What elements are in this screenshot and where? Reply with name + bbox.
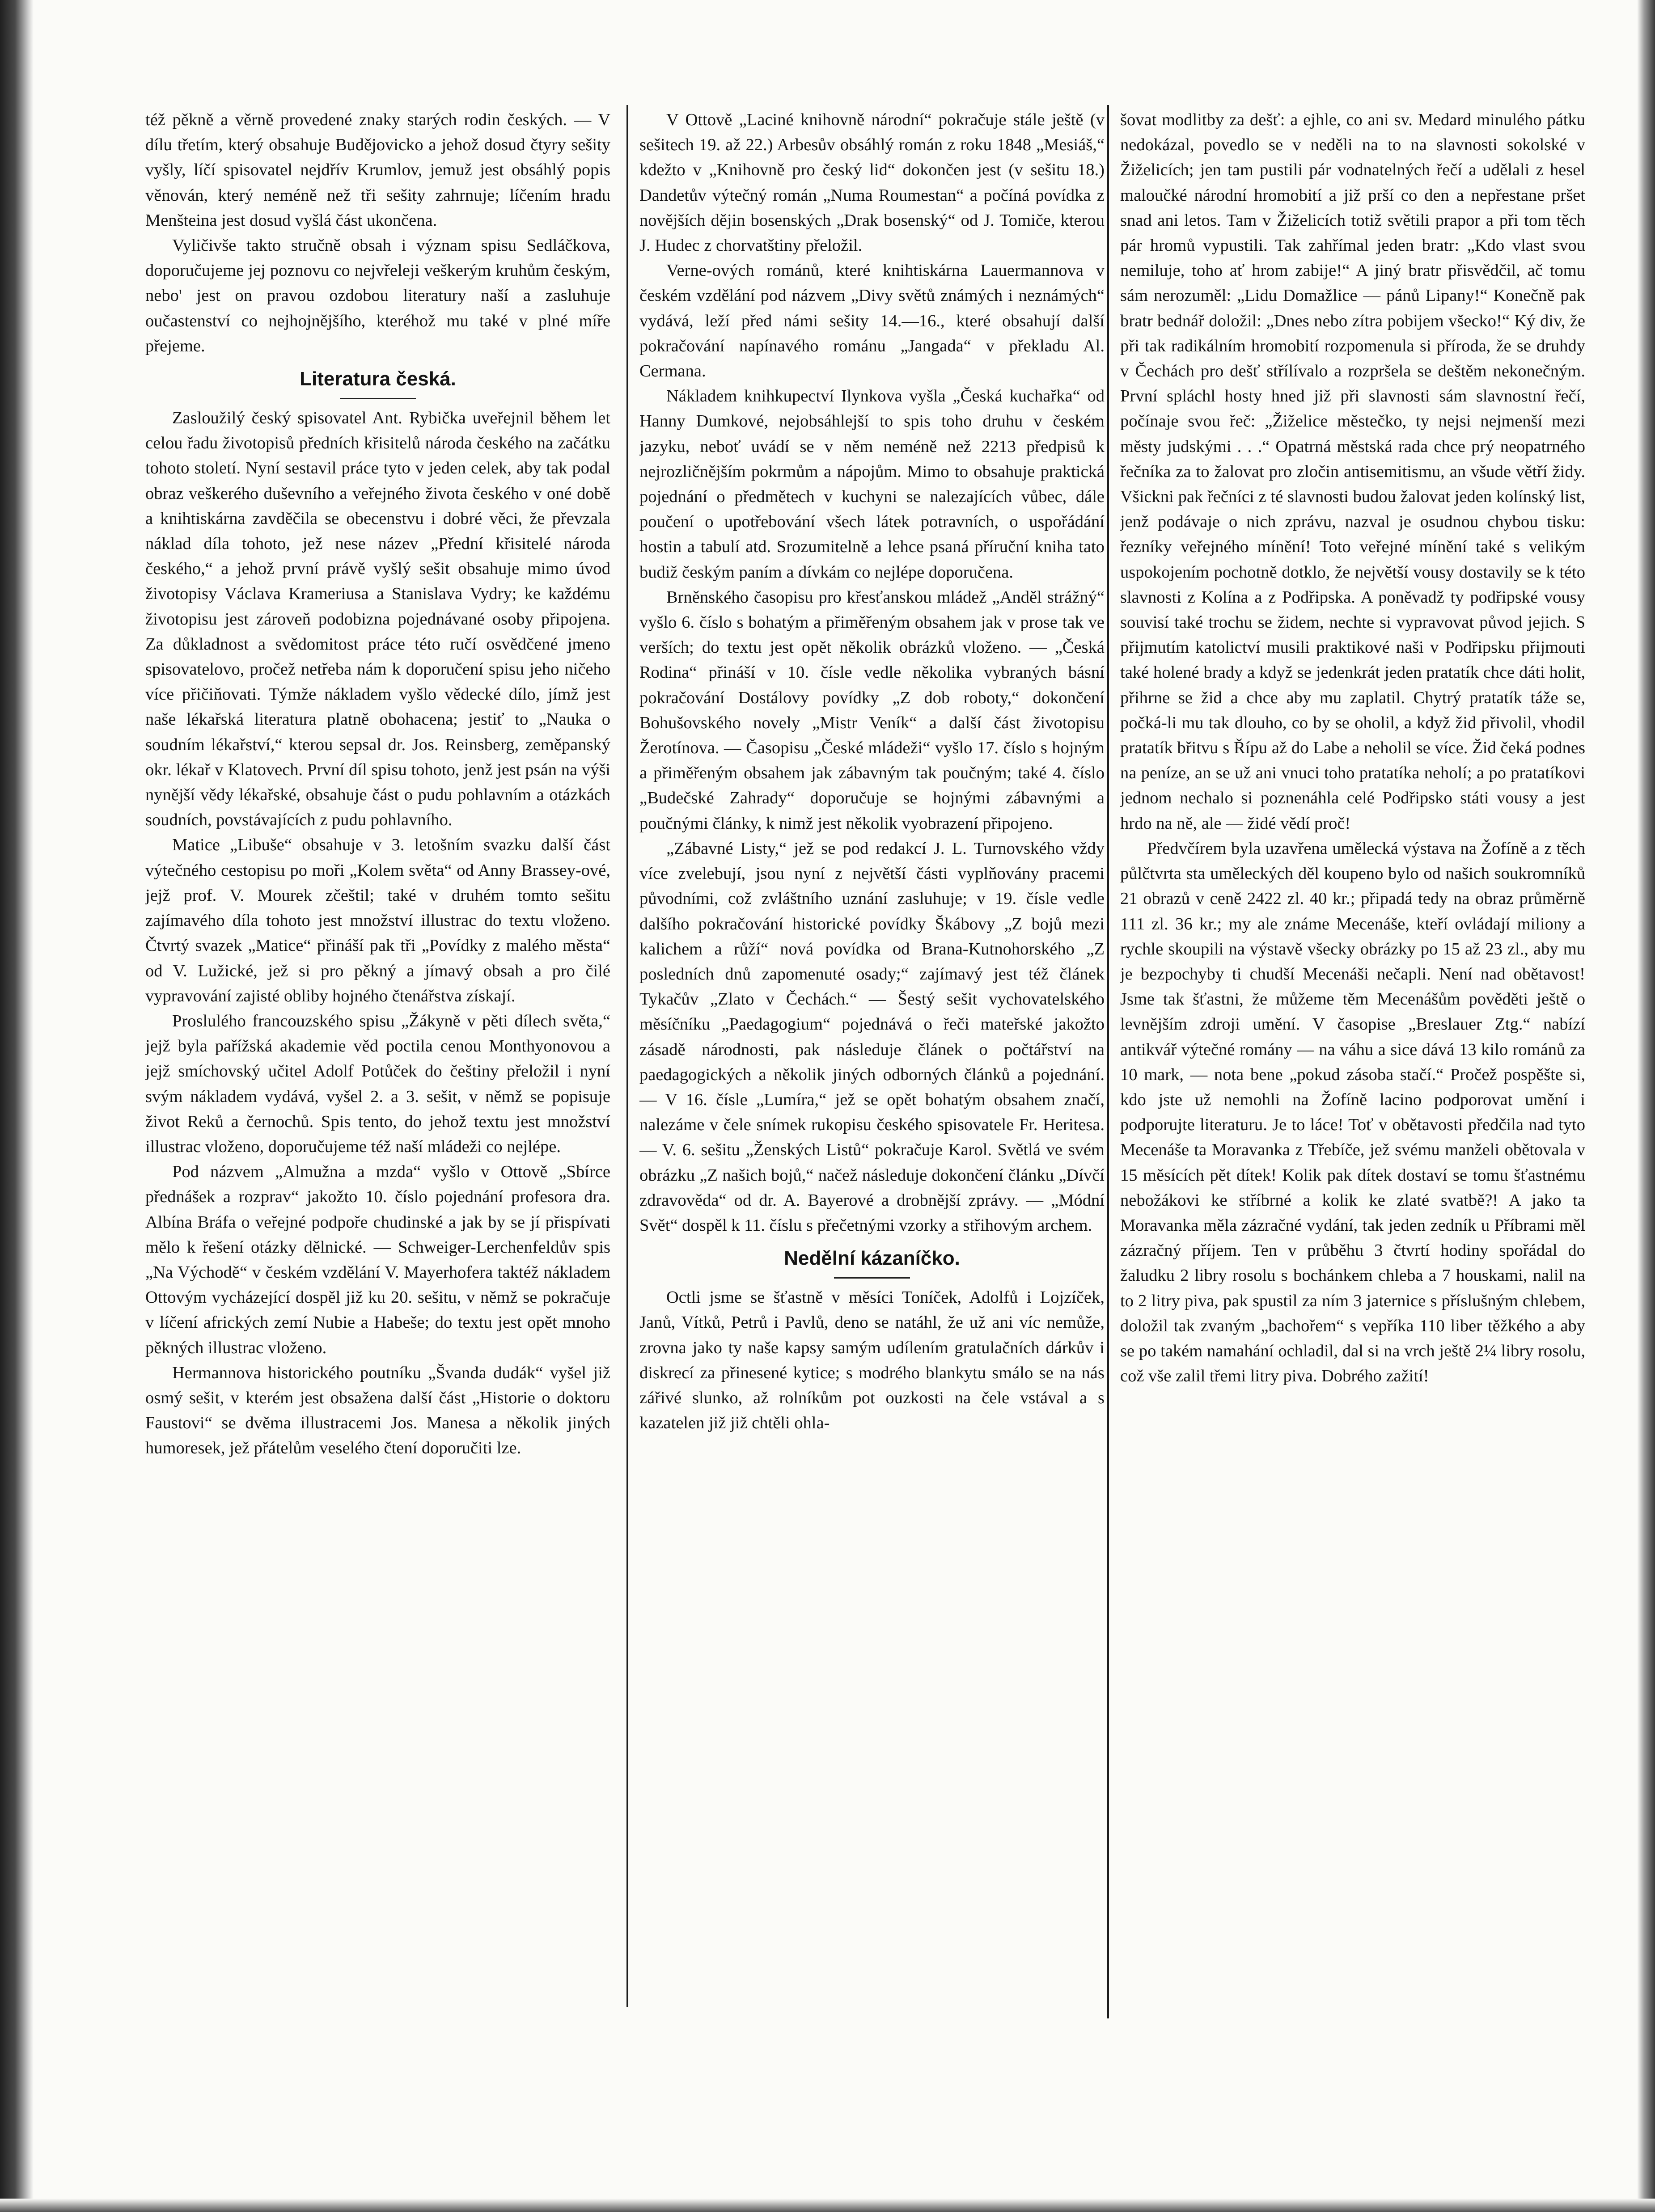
paragraph: Předvčírem byla uzavřena umělecká výstava na Žofíně a z těch půlčtvrta sta uměleckých děl koupeno bylo od našich soukromníků 21 obrazů v ceně 2422 zl. 40 kr.; připadá tedy na obraz průměrně 111 zl. 36 kr.; my ale známe Mecenáše, kteří ovládají miliony a rychle skoupili na výstavě všecky obrázky po 15 až 23 zl., aby mu je bezpochyby ti chudší Mecenáši nečapli. Není nad obětavost! Jsme tak šťastni, že můžeme těm Mecenášům pověděti ještě o levnějším zdroji umění. V časopise „Breslauer Ztg.“ nabízí antikvář výtečné romány — na váhu a sice dává 13 kilo románů za 10 mark, — nota bene „pokud zásoba stačí.“ Pročež pospěšte si, kdo jste už nemohli na Žofíně lacino podporovat umění i podporujte literaturu. Je to láce! Toť v obětavosti předčila nad tyto Mecenáše ta Moravanka z Třebíče, jež svému manželi obětovala v 15 měsících pět dítek! Kolik pak dítek dostaví se tomu šťastnému nebožákovi ke stříbrné a kolik ke zlaté svatbě?! A jako ta Moravanka měla zázračné vydání, tak jeden zedník u Příbrami měl zázračný příjem. Ten v průběhu 3 čtvrtí hodiny spořádal do žaludku 2 libry rosolu s bochánkem chleba a 7 houskami, nalil na to 2 litry piva, pak spustil za ním 3 jaternice s příslušným chlebem, doložil tak zvaným „bachořem“ s vepříka 110 liber těžkého a aby se po takém namahání ochladil, dal si na vrch ještě 2¼ libry rosolu, což vše zalil třemi litry piva. Dobrého zažití! (1120, 839, 1585, 1386)
paragraph: Octli jsme se šťastně v měsíci Toníček, Adolfů i Lojzíček, Janů, Vítků, Petrů i Pavlů, deno se natáhl, že už ani víc nemůže, zrovna jako ty naše kapsy samým udílením gratulačních dárkův i diskrecí za přinesené kytice; s modrého blankytu smálo se na nás zářivé slunko, až rolníkům pot ouzkosti na čele vstával a s kazatelen již již chtěli ohla- (639, 1288, 1105, 1433)
paragraph: V Ottově „Laciné knihovně národní“ pokračuje stále ještě (v sešitech 19. až 22.) Arbesův obsáhlý román z roku 1848 „Mesiáš,“ kdežto v „Knihovně pro český lid“ dokončen jest (v sešitu 18.) Dandetův výtečný román „Numa Roumestan“ a počíná povídka z novějších dějin bosenských „Drak bosenský“ od J. Tomiče, kterou J. Hudec z chorvatštiny přeložil. (639, 110, 1105, 255)
column-rule (1107, 105, 1109, 2018)
paragraph: Pod názvem „Almužna a mzda“ vyšlo v Ottově „Sbírce přednášek a rozprav“ jakožto 10. číslo pojednání profesora dra. Albína Bráfa o veřejné podpoře chudinské a jak by se jí přispívati mělo k řešení otázky dělnické. — Schweiger-Lerchenfeldův spis „Na Východě“ v českém vzdělání V. Mayerhofera taktéž nákladem Ottovým vycházející dospěl již ku 20. sešitu, v němž se pokračuje v líčení afrických zemí Nubie a Habeše; do textu jest opět mnoho pěkných illustrac vloženo. (145, 1162, 610, 1357)
paragraph: Vyličivše takto stručně obsah i význam spisu Sedláčkova, doporučujeme jej poznovu co nejvřeleji veškerým kruhům českým, nebo' jest on pravou ozdobou literatury naší a zasluhuje oučastenství co nejhojnějšího, kteréhož mu také v plné míře přejeme. (145, 236, 610, 355)
heading-rule (834, 1277, 910, 1279)
section-heading: Literatura česká. (300, 368, 456, 390)
paragraph: Brněnského časopisu pro křesťanskou mládež „Anděl strážný“ vyšlo 6. číslo s bohatým a přiměřeným obsahem jak v prose tak ve verších; do textu jest opět několik obrázků vloženo. — „Česká Rodina“ přináší v 10. čísle vedle několika vybraných básní pokračování Dostálovy povídky „Z dob roboty,“ dokončení Bohušovského novely „Mistr Veník“ a další část životopisu Žerotínova. — Časopisu „České mládeži“ vyšlo 17. číslo s hojným a přiměřeným obsahem jak zábavným tak poučným; také 4. číslo „Budečské Zahrady“ doporučuje se hojnými zábavnými a poučnými články, k nimž jest několik vyobrazení připojeno. (639, 587, 1105, 833)
column-rule (626, 105, 628, 2007)
section-heading: Nedělní kázaníčko. (784, 1247, 960, 1270)
scan-edge-left (0, 0, 34, 2212)
paragraph: Nákladem knihkupectví Ilynkova vyšla „Česká kuchařka“ od Hanny Dumkové, nejobsáhlejší to spis toho druhu v českém jazyku, neboť uvádí se v něm neméně než 2213 předpisů k nejrozličnějším pokrmům a nápojům. Mimo to obsahuje praktická pojednání o předmětech v kuchyni se nalezajících vůbec, dále poučení o upotřebování všech látek potravních, o uspořádání hostin a tabulí atd. Srozumitelně a lehce psaná příruční kniha tato budiž českým paním a dívkám co nejlépe doporučena. (639, 387, 1105, 582)
paragraph: Matice „Libuše“ obsahuje v 3. letošním svazku další část výtečného cestopisu po moři „Kolem světa“ od Anny Brassey-ové, jejž prof. V. Mourek zčeštil; také v druhém tomto sešitu zajímavého díla tohoto jest množství illustrac do textu vloženo. Čtvrtý svazek „Matice“ přináší pak tři „Povídky z malého města“ od V. Lužické, jež si pro pěkný a jímavý obsah a pro čilé vypravování zajisté obliby hojného čtenářstva získají. (145, 836, 610, 1005)
column-left (145, 107, 610, 2146)
paragraph: též pěkně a věrně provedené znaky starých rodin českých. — V dílu třetím, který obsahuje Budějovicko a jehož dosud čtyry sešity vyšly, líčí spisovatel nejdřív Krumlov, jemuž jest obsáhlý popis věnován, který neméně než tři sešity zahrnuje; líčením hradu Menšteina jest dosud vyšlá část ukončena. (145, 110, 610, 230)
paragraph: šovat modlitby za dešť: a ejhle, co ani sv. Medard minulého pátku nedokázal, povedlo se v neděli na to na slavnosti sokolské v Žiželicích; jen tam pustili pár vodnatelných řečí a udělali z hesel maloučké národní hromobití a již prší co den a nepřestane pršet snad ani letos. Tam v Žiželicích totiž světili prapor a při tom těch pár hromů vypustili. Tak zahřímal jeden bratr: „Kdo vlast svou nemiluje, toho ať hrom zabije!“ A jiný bratr přisvědčil, ač tomu sám nerozuměl: „Lidu Domažlice — pánů Lipany!“ Konečně pak bratr bednář doložil: „Dnes nebo zítra pobijem všecko!“ Ký div, že při tak radikálním hromobití rozpomenula si příroda, že se druhdy v Čechách pro dešť střílívalo a rozpršela se deštěm nekonečným. První spláchl hosty hned již při slavnosti sám slavnostní řečí, počínaje svou řeč: „Žiželice městečko, ty nejsi nejmenší mezi městy judskými . . .“ Opatrná městská rada chce prý neopatrného řečníka za to žalovat pro zločin antisemitismu, an všude větří židy. Všickni pak řečníci z té slavnosti budou žalovat jeden kolínský list, jenž podávaje o nich zprávu, nazval je osudnou chybou tisku: řezníky veřejného mínění! Toto veřejné mínění také s velikým uspokojením pochotně dotklo, že největší vousy dostavily se k této slavnosti z Kolína a z Podřipska. A poněvadž ty podřipské vousy souvisí také trochu se židem, nechte si vypravovat původ jejich. S přijmutím katolictví musili praktikové naši v Podřipsku přijmouti také holené brady a když se jedenkrát jeden pratatík chce dáti holit, přihrne se žid a chce aby mu zaplatil. Chytrý pratatík táže se, počká-li mu tak dlouho, co by se oholil, a když žid přivolil, vhodil pratatík břitvu s Řípu až do Labe a neholil se více. Žid čeká podnes na peníze, an se už ani vnuci toho pratatíka neholí; a po pratatíkovi jednom nechalo si poznenáhla celé Podřipsko státi vousy a jest hrdo na ně, ale — židé vědí proč! (1120, 110, 1585, 833)
paragraph: Zasloužilý český spisovatel Ant. Rybička uveřejnil během let celou řadu životopisů předních křisitelů národa českého na začátku tohoto století. Nyní sestavil práce tyto v jeden celek, aby tak podal obraz veškerého duševního a veřejného života českého v oné době a knihtiskárna zavděčila se obecenstvu i dobré věci, že převzala náklad díla tohoto, jež nese název „Přední křisitelé národa českého,“ a jehož první právě vyšlý sešit obsahuje mimo úvod životopisy Václava Krameriusa a Stanislava Vydry; ke každému životopisu jest zároveň podobizna pojednávané osoby připojena. Za důkladnost a svědomitost práce této ručí osvědčené jmeno spisovatelovo, pročež netřeba nám k doporučení spisu jeho ničeho více přičiňovati. Týmže nákladem vyšlo vědecké dílo, jímž jest naše lékařská literatura platně obohacena; jestiť to „Nauka o soudním lékařství,“ kterou sepsal dr. Jos. Reinsberg, zeměpanský okr. lékař v Klatovech. První díl spisu tohoto, jenž jest psán na výši nynější vědy lékařské, obsahuje část o pudu pohlavním a otázkách soudních, povstávajících z pudu pohlavního. (145, 409, 610, 830)
heading-rule (340, 398, 416, 399)
scan-edge-right (1637, 0, 1655, 2212)
column-right (1120, 107, 1585, 2146)
paragraph: „Zábavné Listy,“ jež se pod redakcí J. L. Turnovského vždy více zvelebují, jsou nyní z největší části vyplňovány pracemi původními, což zvláštního uznání zasluhuje; v 19. čísle vedle dalšího pokračování historické povídky Škábovy „Z bojů mezi kalichem a růží“ nová povídka od Brana-Kutnohorského „Z posledních dnů zapomenuté osady;“ zajímavý jest též článek Tykačův „Zlato v Čechách.“ — Šestý sešit vychovatelského měsíčníku „Paedagogium“ pojednává o řeči mateřské jakožto zásadě národnosti, pak následuje článek o počtářství na paedagogických a několik jiných odborných článků a pojednání. — V 16. čísle „Lumíra,“ jež se opět bohatým obsahem značí, nalezáme v čele snímek rukopisu českého spisovatele Fr. Heritesa. — V. 6. sešitu „Ženských Listů“ pokračuje Karol. Světlá ve svém obrázku „Z našich bojů,“ načež následuje dokončení článku „Dívčí zdravověda“ od dr. A. Bayerové a drobnější zprávy. — „Módní Svět“ dospěl k 11. číslu s přečetnými vzorky a střihovým archem. (639, 839, 1105, 1235)
paragraph: Hermannova historického poutníku „Švanda dudák“ vyšel již osmý sešit, v kterém jest obsažena další část „Historie o doktoru Faustovi“ se dvěma illustracemi Jos. Manesa a několik jiných humoresek, jež přátelům veselého čtení doporučiti lze. (145, 1363, 610, 1458)
paragraph: Verne-ových románů, které knihtiskárna Lauermannova v českém vzdělání pod názvem „Divy světů známých i neznámých“ vydává, leží před námi sešity 14.—16., které obsahují další pokračování napínavého románu „Jangada“ v překladu Al. Cermana. (639, 261, 1105, 381)
paragraph: Proslulého francouzského spisu „Žákyně v pěti dílech světa,“ jejž byla pařížská akademie věd poctila cenou Monthyonovou a jejž smíchovský učitel Adolf Potůček do češtiny přeložil i nyní svým nákladem vydává, vyšel 2. a 3. sešit, v němž se popisuje život Reků a černochů. Spis tento, do jehož textu jest množství illustrac vloženo, doporučujeme též naší mládeži co nejlépe. (145, 1011, 610, 1156)
scan-edge-bottom (0, 2199, 1655, 2212)
column-middle (639, 107, 1105, 2146)
